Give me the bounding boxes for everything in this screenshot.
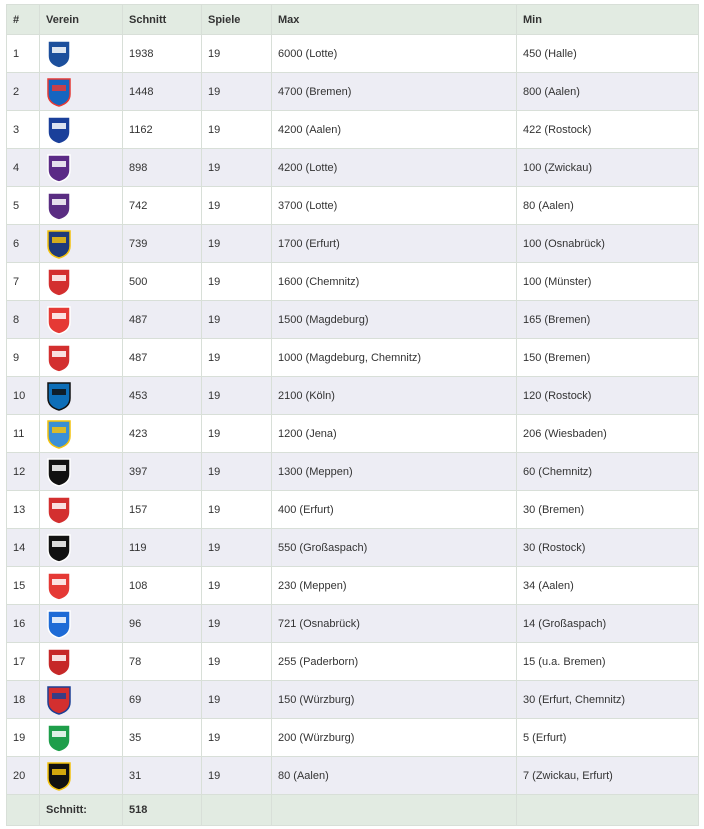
table-row xyxy=(7,491,699,529)
schnitt-cell: 78 xyxy=(123,643,202,681)
table-row xyxy=(7,643,699,681)
max-cell: 230 (Meppen) xyxy=(272,567,517,605)
max-cell: 80 (Aalen) xyxy=(272,757,517,795)
schnitt-cell: 453 xyxy=(123,377,202,415)
max-cell: 6000 (Lotte) xyxy=(272,35,517,73)
verein-cell xyxy=(40,377,123,415)
table-row xyxy=(7,415,699,453)
verein-cell xyxy=(40,111,123,149)
max-cell: 1000 (Magdeburg, Chemnitz) xyxy=(272,339,517,377)
max-cell: 721 (Osnabrück) xyxy=(272,605,517,643)
min-cell: 7 (Zwickau, Erfurt) xyxy=(517,757,699,795)
min-cell: 30 (Erfurt, Chemnitz) xyxy=(517,681,699,719)
verein-cell xyxy=(40,339,123,377)
schnitt-cell: 157 xyxy=(123,491,202,529)
max-cell: 1500 (Magdeburg) xyxy=(272,301,517,339)
chemnitzer-fc-logo[interactable] xyxy=(46,419,72,449)
schnitt-cell: 423 xyxy=(123,415,202,453)
table-row xyxy=(7,453,699,491)
verein-cell xyxy=(40,491,123,529)
spiele-cell: 19 xyxy=(202,529,272,567)
table-row xyxy=(7,111,699,149)
schnitt-cell: 500 xyxy=(123,263,202,301)
min-cell: 206 (Wiesbaden) xyxy=(517,415,699,453)
max-cell: 200 (Würzburg) xyxy=(272,719,517,757)
schnitt-cell: 487 xyxy=(123,301,202,339)
spvgg-unterhaching-logo[interactable] xyxy=(46,685,72,715)
rank-cell: 20 xyxy=(7,757,40,795)
sportfreunde-lotte-logo[interactable] xyxy=(46,609,72,639)
spiele-cell: 19 xyxy=(202,491,272,529)
verein-cell xyxy=(40,225,123,263)
max-cell: 1600 (Chemnitz) xyxy=(272,263,517,301)
rank-cell: 14 xyxy=(7,529,40,567)
column-header-spiele[interactable]: Spiele xyxy=(202,5,272,35)
max-cell: 1300 (Meppen) xyxy=(272,453,517,491)
spiele-cell: 19 xyxy=(202,149,272,187)
verein-cell xyxy=(40,605,123,643)
rank-cell: 8 xyxy=(7,301,40,339)
min-cell: 100 (Zwickau) xyxy=(517,149,699,187)
spiele-cell: 19 xyxy=(202,301,272,339)
verein-cell xyxy=(40,415,123,453)
verein-cell xyxy=(40,757,123,795)
spiele-cell: 19 xyxy=(202,225,272,263)
verein-cell xyxy=(40,35,123,73)
sv-meppen-logo[interactable] xyxy=(46,153,72,183)
min-cell: 100 (Münster) xyxy=(517,263,699,301)
verein-cell xyxy=(40,567,123,605)
rank-cell: 4 xyxy=(7,149,40,187)
footer-empty-cell xyxy=(517,795,699,826)
min-cell: 30 (Bremen) xyxy=(517,491,699,529)
max-cell: 550 (Großaspach) xyxy=(272,529,517,567)
rank-cell: 12 xyxy=(7,453,40,491)
spiele-cell: 19 xyxy=(202,719,272,757)
min-cell: 34 (Aalen) xyxy=(517,567,699,605)
table-row xyxy=(7,73,699,111)
hansa-rostock-logo[interactable] xyxy=(46,77,72,107)
spiele-cell: 19 xyxy=(202,111,272,149)
schnitt-cell: 898 xyxy=(123,149,202,187)
max-cell: 4200 (Aalen) xyxy=(272,111,517,149)
sg-sonnenhof-grossaspach-logo[interactable] xyxy=(46,761,72,791)
spiele-cell: 19 xyxy=(202,567,272,605)
verein-cell xyxy=(40,719,123,757)
fc-magdeburg-logo[interactable] xyxy=(46,39,72,69)
min-cell: 30 (Rostock) xyxy=(517,529,699,567)
spiele-cell: 19 xyxy=(202,377,272,415)
schnitt-cell: 1938 xyxy=(123,35,202,73)
column-header-min[interactable]: Min xyxy=(517,5,699,35)
table-row xyxy=(7,757,699,795)
spiele-cell: 19 xyxy=(202,263,272,301)
table-row xyxy=(7,149,699,187)
hallescher-fc-logo[interactable] xyxy=(46,305,72,335)
fc-carl-zeiss-jena-logo[interactable] xyxy=(46,229,72,259)
max-cell: 150 (Würzburg) xyxy=(272,681,517,719)
max-cell: 3700 (Lotte) xyxy=(272,187,517,225)
fortuna-koeln-logo[interactable] xyxy=(46,571,72,601)
max-cell: 4700 (Bremen) xyxy=(272,73,517,111)
verein-cell xyxy=(40,529,123,567)
fsv-zwickau-logo[interactable] xyxy=(46,267,72,297)
column-header-max[interactable]: Max xyxy=(272,5,517,35)
min-cell: 422 (Rostock) xyxy=(517,111,699,149)
rank-cell: 2 xyxy=(7,73,40,111)
verein-cell xyxy=(40,643,123,681)
spiele-cell: 19 xyxy=(202,757,272,795)
table-row xyxy=(7,681,699,719)
spiele-cell: 19 xyxy=(202,73,272,111)
max-cell: 2100 (Köln) xyxy=(272,377,517,415)
werder-bremen-ii-logo[interactable] xyxy=(46,723,72,753)
table-footer-row xyxy=(7,795,699,826)
spiele-cell: 19 xyxy=(202,681,272,719)
table-row xyxy=(7,339,699,377)
attendance-table xyxy=(6,4,699,826)
rot-weiss-erfurt-logo[interactable] xyxy=(46,343,72,373)
table-row xyxy=(7,225,699,263)
schnitt-cell: 108 xyxy=(123,567,202,605)
min-cell: 150 (Bremen) xyxy=(517,339,699,377)
table-row xyxy=(7,719,699,757)
column-header-rank[interactable]: # xyxy=(7,5,40,35)
min-cell: 14 (Großaspach) xyxy=(517,605,699,643)
rank-cell: 9 xyxy=(7,339,40,377)
rank-cell: 3 xyxy=(7,111,40,149)
sv-wehen-wiesbaden-logo[interactable] xyxy=(46,647,72,677)
vfl-osnabrueck-logo[interactable] xyxy=(46,191,72,221)
min-cell: 80 (Aalen) xyxy=(517,187,699,225)
max-cell: 1700 (Erfurt) xyxy=(272,225,517,263)
verein-cell xyxy=(40,149,123,187)
sc-paderborn-logo[interactable] xyxy=(46,381,72,411)
rank-cell: 6 xyxy=(7,225,40,263)
rank-cell: 17 xyxy=(7,643,40,681)
spiele-cell: 19 xyxy=(202,415,272,453)
schnitt-cell: 31 xyxy=(123,757,202,795)
verein-cell xyxy=(40,187,123,225)
spiele-cell: 19 xyxy=(202,453,272,491)
schnitt-cell: 487 xyxy=(123,339,202,377)
table-row xyxy=(7,529,699,567)
verein-cell xyxy=(40,73,123,111)
rank-cell: 13 xyxy=(7,491,40,529)
preussen-muenster-logo[interactable] xyxy=(46,457,72,487)
min-cell: 800 (Aalen) xyxy=(517,73,699,111)
verein-cell xyxy=(40,263,123,301)
table-body xyxy=(7,35,699,795)
min-cell: 100 (Osnabrück) xyxy=(517,225,699,263)
schnitt-cell: 119 xyxy=(123,529,202,567)
rank-cell: 10 xyxy=(7,377,40,415)
rank-cell: 7 xyxy=(7,263,40,301)
table-row xyxy=(7,187,699,225)
footer-empty-cell xyxy=(7,795,40,826)
table-row xyxy=(7,35,699,73)
footer-label: Schnitt: xyxy=(40,795,123,826)
min-cell: 450 (Halle) xyxy=(517,35,699,73)
min-cell: 60 (Chemnitz) xyxy=(517,453,699,491)
karlsruher-sc-logo[interactable] xyxy=(46,115,72,145)
column-header-schnitt[interactable]: Schnitt xyxy=(123,5,202,35)
footer-average-value: 518 xyxy=(123,795,202,826)
max-cell: 1200 (Jena) xyxy=(272,415,517,453)
column-header-verein[interactable]: Verein xyxy=(40,5,123,35)
schnitt-cell: 1162 xyxy=(123,111,202,149)
min-cell: 5 (Erfurt) xyxy=(517,719,699,757)
rank-cell: 11 xyxy=(7,415,40,453)
table-header-row xyxy=(7,5,699,35)
min-cell: 120 (Rostock) xyxy=(517,377,699,415)
table-row xyxy=(7,605,699,643)
min-cell: 165 (Bremen) xyxy=(517,301,699,339)
rank-cell: 16 xyxy=(7,605,40,643)
schnitt-cell: 96 xyxy=(123,605,202,643)
rank-cell: 18 xyxy=(7,681,40,719)
rank-cell: 15 xyxy=(7,567,40,605)
spiele-cell: 19 xyxy=(202,339,272,377)
table-row xyxy=(7,567,699,605)
schnitt-cell: 1448 xyxy=(123,73,202,111)
max-cell: 4200 (Lotte) xyxy=(272,149,517,187)
wuerzburger-kickers-logo[interactable] xyxy=(46,495,72,525)
vfr-aalen-logo[interactable] xyxy=(46,533,72,563)
rank-cell: 19 xyxy=(7,719,40,757)
verein-cell xyxy=(40,301,123,339)
footer-empty-cell xyxy=(202,795,272,826)
min-cell: 15 (u.a. Bremen) xyxy=(517,643,699,681)
schnitt-cell: 742 xyxy=(123,187,202,225)
table-row xyxy=(7,377,699,415)
schnitt-cell: 69 xyxy=(123,681,202,719)
spiele-cell: 19 xyxy=(202,605,272,643)
table-row xyxy=(7,263,699,301)
verein-cell xyxy=(40,681,123,719)
spiele-cell: 19 xyxy=(202,643,272,681)
rank-cell: 1 xyxy=(7,35,40,73)
max-cell: 255 (Paderborn) xyxy=(272,643,517,681)
schnitt-cell: 397 xyxy=(123,453,202,491)
verein-cell xyxy=(40,453,123,491)
footer-empty-cell xyxy=(272,795,517,826)
schnitt-cell: 739 xyxy=(123,225,202,263)
spiele-cell: 19 xyxy=(202,187,272,225)
schnitt-cell: 35 xyxy=(123,719,202,757)
rank-cell: 5 xyxy=(7,187,40,225)
max-cell: 400 (Erfurt) xyxy=(272,491,517,529)
table-row xyxy=(7,301,699,339)
spiele-cell: 19 xyxy=(202,35,272,73)
